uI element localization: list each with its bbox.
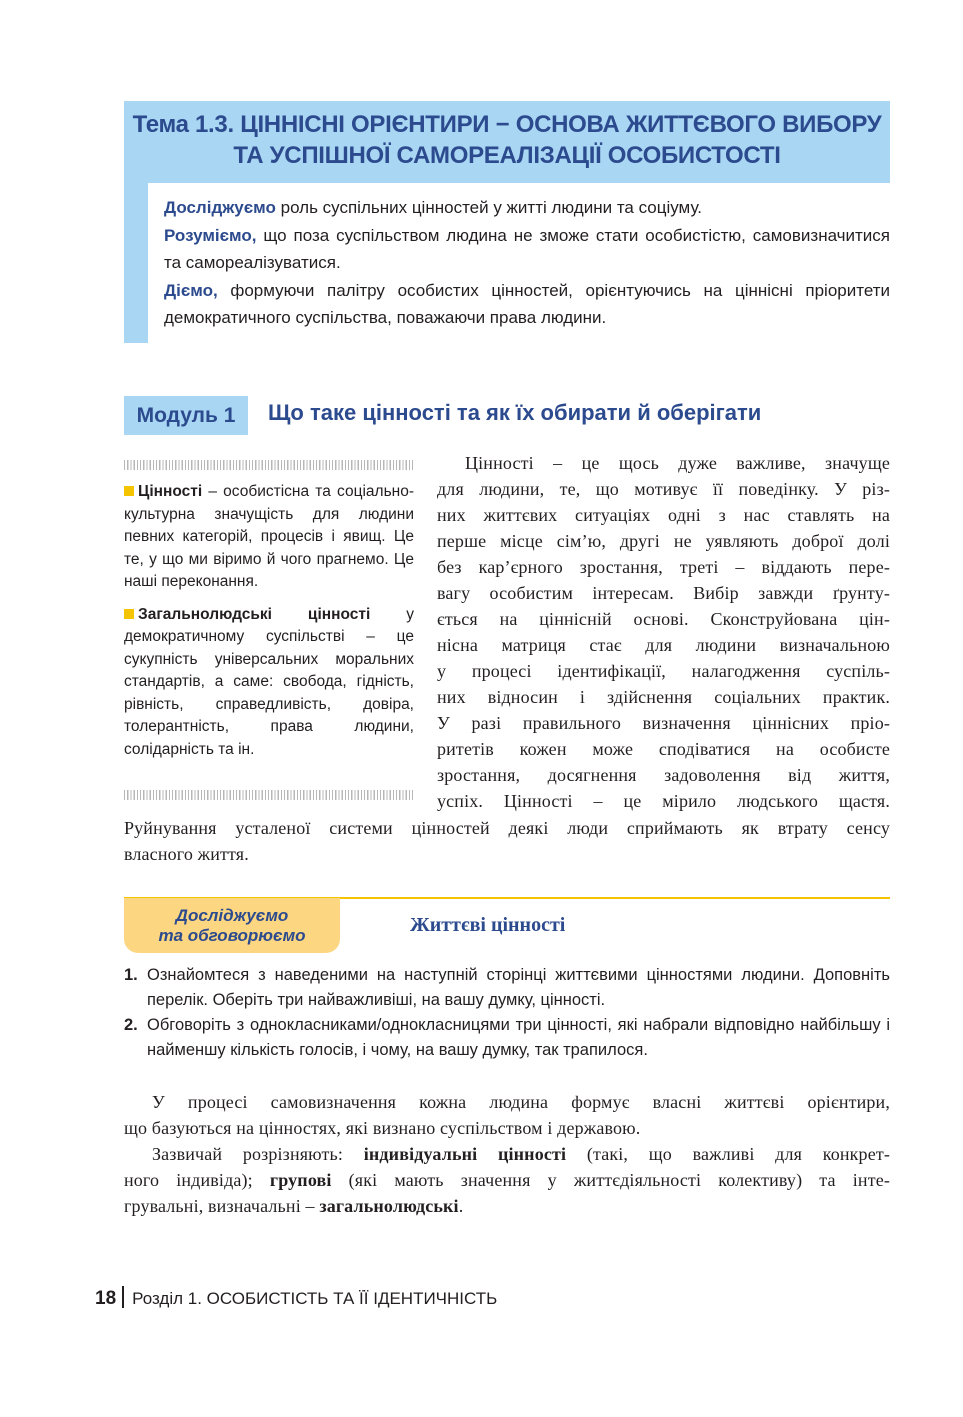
task-item (124, 1013, 890, 1063)
text-line (124, 1167, 890, 1193)
topic-title-line-1: Тема 1.3. ЦІННІСНІ ОРІЄНТИРИ − ОСНОВА ЖИТТЄВОГО ВИБОРУ (132, 111, 882, 138)
activity-title: Життєві цінності (410, 914, 566, 936)
intro-understand (164, 222, 890, 277)
square-bullet-icon (124, 486, 134, 496)
closing-paragraph (124, 1089, 890, 1219)
intro-explore-label: Досліджуємо (164, 198, 276, 217)
text-line: перше місце сім’ю, другі не уявляють доброї долі (437, 531, 890, 551)
text-line: ється на ціннісній основі. Сконструйована цін- (437, 609, 890, 629)
text-line: нісна матриця стає для людини визначальною (437, 635, 890, 655)
intro-stripe (124, 183, 148, 343)
text-line: для людини, те, що мотивує її поведінку. У різ- (437, 479, 890, 499)
text-line: них відносин і здійснення соціальних практик. (437, 687, 890, 707)
glossary-term-definition: – особистісна та соціально-культурна значущість для людини певних категорій, процесів і явищ. Це те, у що ми віримо й чого прагнемо. Це наші переконання. (124, 483, 414, 590)
intro-understand-text: що поза суспільством людина не зможе стати особистістю, самовизначитися та самореалізуватися. (164, 225, 890, 272)
task-number: 2. (124, 1016, 138, 1034)
task-text: Ознайомтеся з наведеними на наступній сторінці життєвими цінностями людини. Доповніть перелік. Оберіть три найважливіші, на вашу думку, цінності. (147, 966, 890, 1009)
glossary-divider-bottom (124, 790, 414, 800)
text-line: Руйнування усталеної системи цінностей деякі люди сприймають як втрату сенсу (124, 818, 890, 838)
text-line: У процесі самовизначення кожна людина формує власні життєві орієнтири, (152, 1092, 890, 1112)
text-line: ритетів кожен може сподіватися на особисте (437, 739, 890, 759)
text-line: успіх. Цінності – це мірило людського щастя. (437, 791, 890, 811)
text-line: у процесі ідентифікації, налагодження суспіль- (437, 661, 890, 681)
text-run: (такі, що важливі для конкрет- (566, 1144, 890, 1164)
glossary-term-definition: у демократичному суспільстві – це сукупність універсальних моральних стандартів, а саме: свобода, гідність, рівність, справедливість, довіра, толерантність, права людини, солідарність та ін. (124, 605, 414, 758)
activity-badge (124, 898, 340, 953)
bold-term: групові (269, 1170, 332, 1190)
text-line: без кар’єрного зростання, треті – віддають пере- (437, 557, 890, 577)
topic-title-line-2: ТА УСПІШНОЇ САМОРЕАЛІЗАЦІЇ ОСОБИСТОСТІ (233, 142, 781, 169)
glossary-divider-top (124, 460, 414, 470)
bold-term: індивідуальні цінності (363, 1144, 567, 1164)
module-title: Що таке цінності та як їх обирати й оберігати (268, 400, 762, 425)
footer-separator (122, 1286, 124, 1308)
text-run: ного індивіда); (124, 1170, 270, 1190)
task-list (124, 963, 890, 1063)
glossary-term-name: Загальнолюдські цінності (138, 605, 371, 623)
text-line: них життєвих ситуаціях одні з нас ставлять на (437, 505, 890, 525)
bold-term: загальнолюдські (319, 1196, 459, 1216)
text-line (124, 1141, 890, 1167)
task-text: Обговоріть з однокласниками/однокласницями три цінності, які набрали відповідно найбільшу і найменшу кількість голосів, і чому, на вашу думку, так трапилося. (147, 1016, 890, 1059)
intro-understand-label: Розуміємо, (164, 225, 257, 245)
intro-explore-text: роль суспільних цінностей у житті людини та соціуму. (275, 198, 702, 217)
glossary-term (124, 604, 414, 762)
text-run: . (458, 1196, 464, 1216)
square-bullet-icon (124, 609, 134, 619)
text-line: Цінності – це щось дуже важливе, значуще (465, 453, 890, 473)
main-paragraph-continuation (124, 815, 890, 867)
text-run: Зазвичай розрізняють: (152, 1144, 364, 1164)
intro-act-label: Діємо, (164, 280, 218, 300)
activity-badge-line-1: Досліджуємо (175, 905, 289, 925)
module-badge: Модуль 1 (124, 396, 248, 435)
intro-act-text: формуючи палітру особистих цінностей, орієнтуючись на ціннісні пріоритети демократичного суспільства, поважаючи права людини. (164, 280, 890, 327)
text-line: що базуються на цінностях, які визнано суспільством і державою. (124, 1118, 641, 1138)
text-line: У разі правильного визначення ціннісних пріо- (437, 713, 890, 733)
glossary (124, 481, 414, 761)
topic-title (124, 109, 890, 171)
text-run: грувальні, визначальні – (124, 1196, 320, 1216)
text-line: вагу особистим інтересам. Вибір завжди ґрунту- (437, 583, 890, 603)
section-title: Розділ 1. ОСОБИСТІСТЬ ТА ЇЇ ІДЕНТИЧНІСТЬ (132, 1289, 498, 1308)
intro-explore (164, 194, 890, 222)
text-line: зростання, досягнення задоволення від життя, (437, 765, 890, 785)
task-item (124, 963, 890, 1013)
page-footer (95, 1286, 497, 1310)
main-paragraph (437, 450, 890, 814)
page-number: 18 (95, 1288, 117, 1309)
text-line: власного життя. (124, 844, 249, 864)
glossary-term-name: Цінності (138, 483, 203, 500)
intro-block (164, 194, 890, 332)
intro-act (164, 277, 890, 332)
glossary-term (124, 481, 414, 594)
task-number: 1. (124, 966, 138, 984)
activity-badge-line-2: та обговорюємо (158, 925, 306, 945)
text-run: (які мають значення у життєдіяльності колективу) та інте- (331, 1170, 890, 1190)
text-line (124, 1193, 890, 1219)
